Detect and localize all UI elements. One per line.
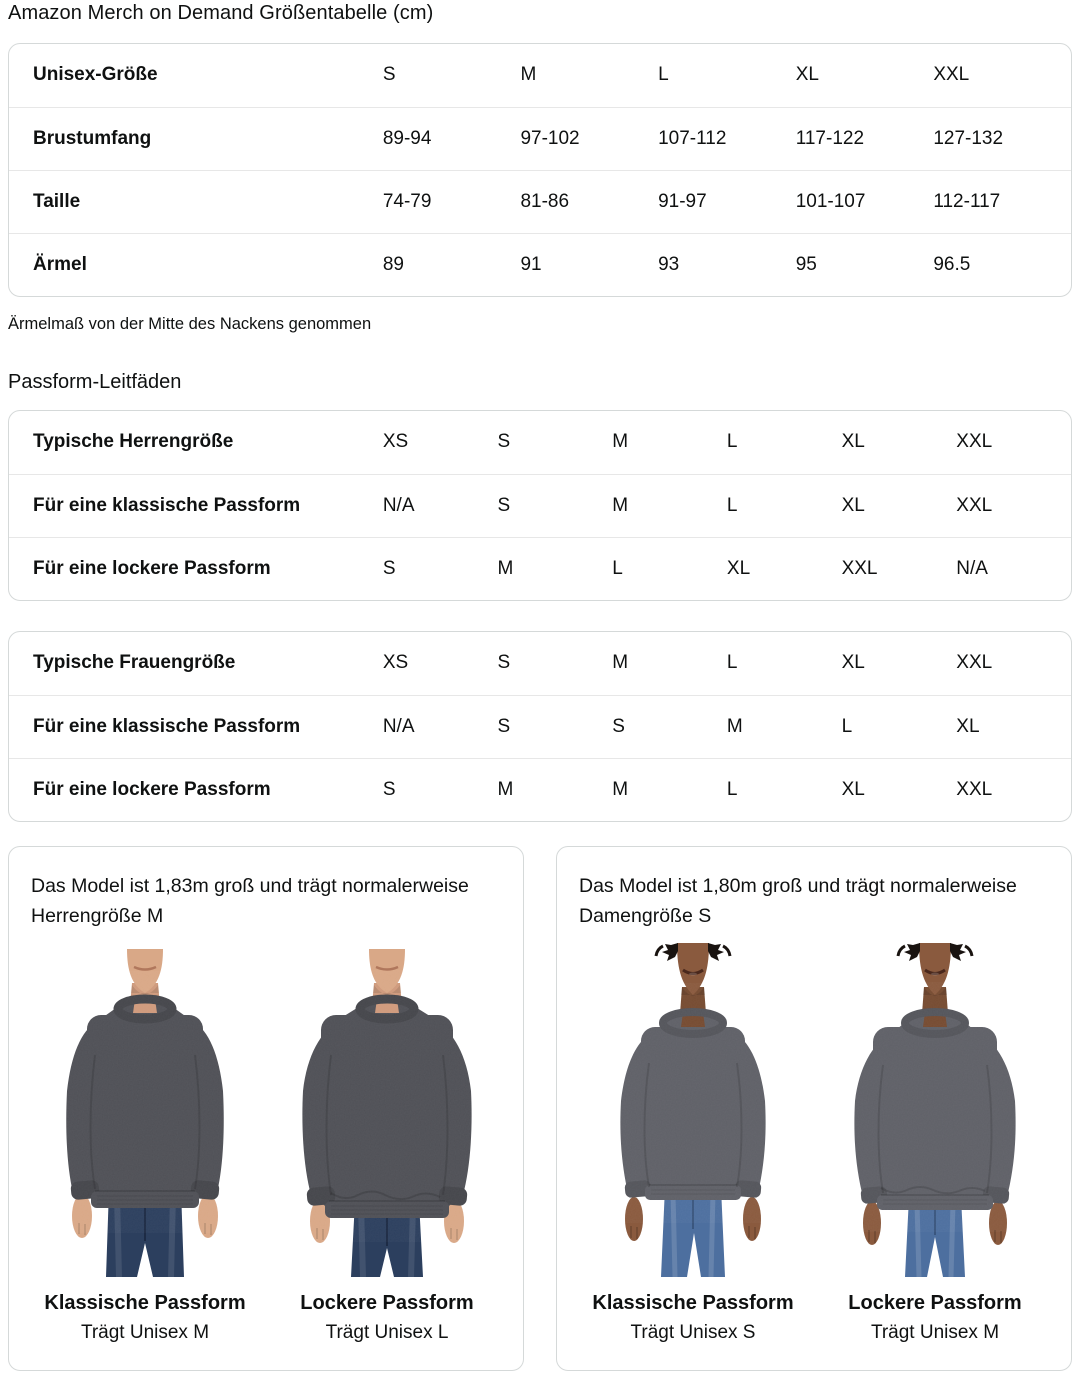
value-cell: 117-122 bbox=[796, 107, 934, 170]
table-row bbox=[9, 758, 1071, 821]
fit-label: Klassische Passform bbox=[592, 1292, 794, 1315]
value-cell: S bbox=[612, 695, 727, 758]
value-cell: N/A bbox=[956, 537, 1071, 600]
male-model-card bbox=[8, 846, 524, 1371]
value-cell: 91-97 bbox=[658, 170, 796, 233]
row-label: Für eine klassische Passform bbox=[9, 695, 383, 758]
table-row bbox=[9, 474, 1071, 537]
row-label: Brustumfang bbox=[9, 107, 383, 170]
row-label: Unisex-Größe bbox=[33, 64, 158, 86]
value-cell: XXL bbox=[956, 652, 993, 674]
value-cell: L bbox=[612, 537, 727, 600]
model-photo-male-classic bbox=[29, 943, 261, 1280]
value-cell: S bbox=[383, 537, 498, 600]
value-cell: XXL bbox=[842, 537, 957, 600]
row-label: Für eine klassische Passform bbox=[9, 474, 383, 537]
value-cell: 97-102 bbox=[520, 107, 658, 170]
value-cell: S bbox=[498, 695, 613, 758]
table-row bbox=[9, 632, 1071, 695]
model-photo-female-classic bbox=[577, 943, 809, 1280]
value-cell: XL bbox=[842, 474, 957, 537]
value-cell: M bbox=[727, 695, 842, 758]
size-header-cell: S bbox=[382, 64, 396, 86]
row-label: Für eine lockere Passform bbox=[9, 758, 383, 821]
value-cell: 74-79 bbox=[383, 170, 521, 233]
model-cards bbox=[8, 846, 1072, 1371]
unisex-size-table bbox=[9, 44, 1071, 296]
male-loose-model-illustration bbox=[271, 943, 503, 1280]
page-title: Amazon Merch on Demand Größentabelle (cm) bbox=[8, 2, 434, 24]
womens-fit-table-card bbox=[8, 631, 1072, 822]
value-cell: XS bbox=[382, 652, 409, 674]
unisex-size-table-card bbox=[8, 43, 1072, 297]
value-cell: 127-132 bbox=[933, 107, 1071, 170]
table-row bbox=[9, 233, 1071, 296]
fit-label: Lockere Passform bbox=[300, 1292, 474, 1315]
table-row bbox=[9, 107, 1071, 170]
wears-size-label: Trägt Unisex S bbox=[630, 1322, 756, 1344]
value-cell: L bbox=[726, 431, 738, 453]
value-cell: 107-112 bbox=[658, 107, 796, 170]
female-model-description: Das Model ist 1,80m groß und trägt normalerweise Damengröße S bbox=[579, 875, 1017, 928]
value-cell: XL bbox=[841, 652, 865, 674]
male-loose-fit-figure bbox=[271, 943, 503, 1344]
value-cell: 89 bbox=[383, 233, 521, 296]
value-cell: L bbox=[842, 695, 957, 758]
value-cell: XL bbox=[956, 695, 1071, 758]
size-header-cell: M bbox=[520, 64, 537, 86]
value-cell: XL bbox=[842, 758, 957, 821]
value-cell: M bbox=[612, 474, 727, 537]
table-row bbox=[9, 537, 1071, 600]
value-cell: N/A bbox=[383, 474, 498, 537]
value-cell: L bbox=[726, 652, 738, 674]
table-row bbox=[9, 695, 1071, 758]
value-cell: 96.5 bbox=[933, 233, 1071, 296]
female-photos-row bbox=[577, 943, 1051, 1344]
sleeve-measure-footnote: Ärmelmaß von der Mitte des Nackens genommen bbox=[8, 315, 372, 333]
value-cell: XXL bbox=[956, 758, 1071, 821]
fit-label: Lockere Passform bbox=[848, 1292, 1022, 1315]
male-classic-model-illustration bbox=[29, 943, 261, 1280]
size-header-cell: XXL bbox=[933, 64, 970, 86]
female-loose-fit-figure bbox=[819, 943, 1051, 1344]
mens-fit-table bbox=[9, 411, 1071, 600]
mens-fit-table-card bbox=[8, 410, 1072, 601]
female-classic-model-illustration bbox=[577, 943, 809, 1280]
wears-size-label: Trägt Unisex M bbox=[870, 1322, 1000, 1344]
value-cell: S bbox=[497, 431, 511, 453]
value-cell: XL bbox=[841, 431, 865, 453]
female-model-card bbox=[556, 846, 1072, 1371]
value-cell: S bbox=[497, 652, 511, 674]
row-label: Typische Frauengröße bbox=[33, 652, 236, 674]
row-label: Für eine lockere Passform bbox=[9, 537, 383, 600]
wears-size-label: Trägt Unisex M bbox=[80, 1322, 210, 1344]
value-cell: M bbox=[612, 758, 727, 821]
value-cell: S bbox=[498, 474, 613, 537]
womens-fit-table bbox=[9, 632, 1071, 821]
value-cell: XXL bbox=[956, 474, 1071, 537]
value-cell: M bbox=[498, 537, 613, 600]
value-cell: N/A bbox=[383, 695, 498, 758]
value-cell: XXL bbox=[956, 431, 993, 453]
value-cell: M bbox=[498, 758, 613, 821]
model-photo-male-loose bbox=[271, 943, 503, 1280]
row-label: Ärmel bbox=[9, 233, 383, 296]
value-cell: XS bbox=[382, 431, 409, 453]
value-cell: M bbox=[612, 431, 629, 453]
female-classic-fit-figure bbox=[577, 943, 809, 1344]
value-cell: 81-86 bbox=[520, 170, 658, 233]
female-loose-model-illustration bbox=[819, 943, 1051, 1280]
value-cell: 93 bbox=[658, 233, 796, 296]
size-header-cell: L bbox=[658, 64, 669, 86]
value-cell: L bbox=[727, 474, 842, 537]
value-cell: 91 bbox=[520, 233, 658, 296]
male-photos-row bbox=[29, 943, 503, 1344]
table-header-row bbox=[9, 44, 1071, 107]
fit-label: Klassische Passform bbox=[44, 1292, 246, 1315]
size-header-cell: XL bbox=[795, 64, 819, 86]
fit-guides-heading: Passform-Leitfäden bbox=[8, 371, 182, 393]
value-cell: L bbox=[727, 758, 842, 821]
model-photo-female-loose bbox=[819, 943, 1051, 1280]
value-cell: S bbox=[383, 758, 498, 821]
value-cell: 112-117 bbox=[933, 170, 1071, 233]
value-cell: 101-107 bbox=[796, 170, 934, 233]
value-cell: 95 bbox=[796, 233, 934, 296]
value-cell: XL bbox=[727, 537, 842, 600]
table-row bbox=[9, 411, 1071, 474]
row-label: Taille bbox=[9, 170, 383, 233]
value-cell: M bbox=[612, 652, 629, 674]
table-row bbox=[9, 170, 1071, 233]
male-model-description: Das Model ist 1,83m groß und trägt normalerweise Herrengröße M bbox=[31, 875, 469, 928]
row-label: Typische Herrengröße bbox=[33, 431, 234, 453]
wears-size-label: Trägt Unisex L bbox=[325, 1322, 449, 1344]
male-classic-fit-figure bbox=[29, 943, 261, 1344]
value-cell: 89-94 bbox=[383, 107, 521, 170]
